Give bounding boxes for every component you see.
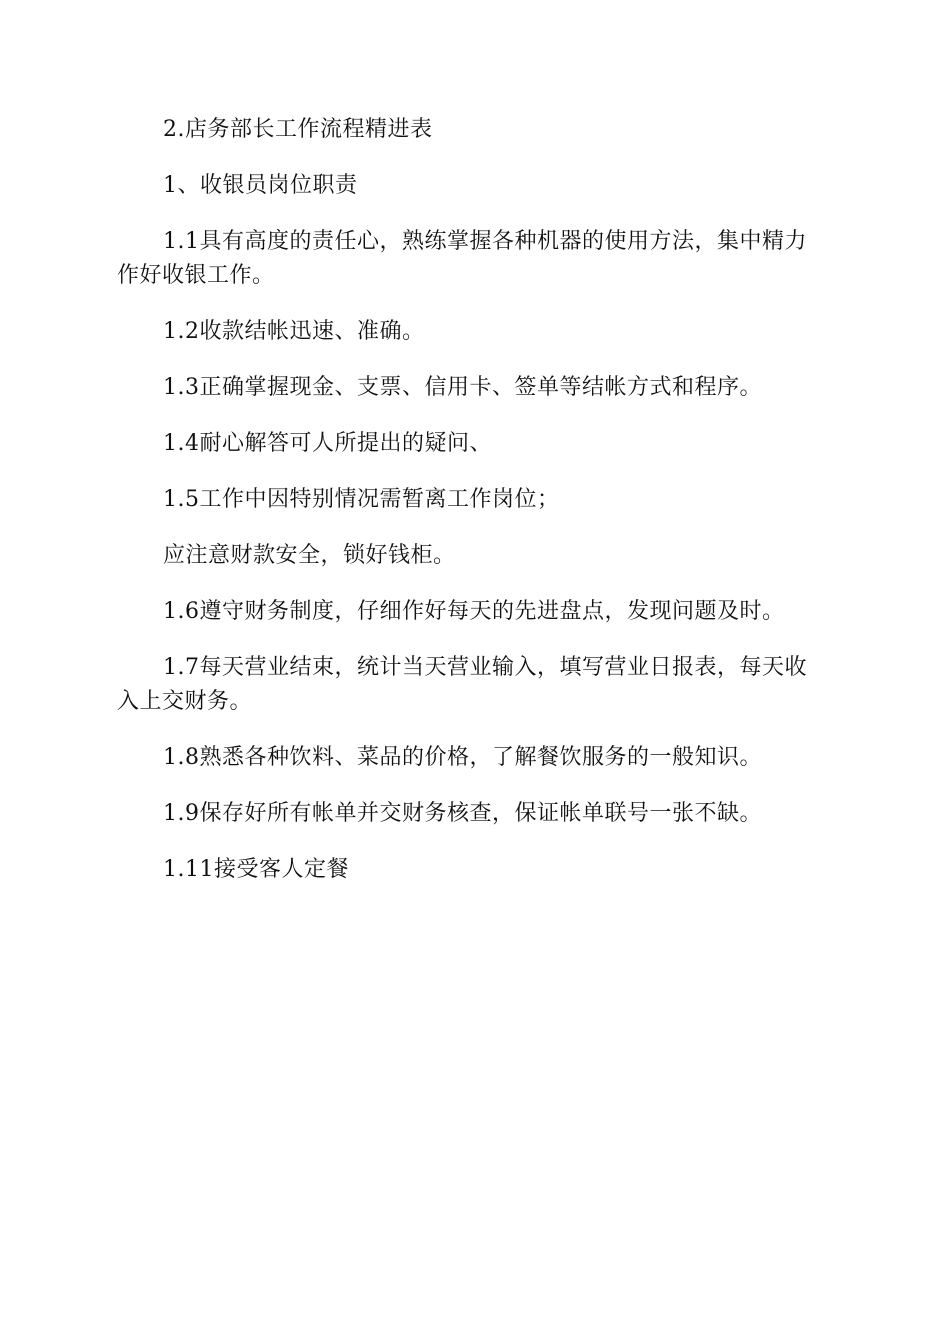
paragraph-1-11: 1.11接受客人定餐: [163, 857, 349, 882]
document-title: 2.店务部长工作流程精进表: [163, 117, 433, 142]
paragraph-1-5: 1.5工作中因特别情况需暂离工作岗位；: [163, 487, 560, 512]
paragraph-1-2: 1.2收款结帐迅速、准确。: [163, 319, 425, 344]
paragraph-1-7: 1.7每天营业结束，统计当天营业输入，填写营业日报表，每天收入上交财务。: [117, 655, 807, 714]
paragraph-1-4: 1.4耐心解答可人所提出的疑问、: [163, 431, 492, 456]
paragraph-1-1: 1.1具有高度的责任心，熟练掌握各种机器的使用方法，集中精力作好收银工作。: [117, 229, 807, 288]
document-body: [117, 113, 829, 909]
section-heading: 1、收银员岗位职责: [163, 173, 358, 198]
paragraph-1-9: 1.9保存好所有帐单并交财务核查，保证帐单联号一张不缺。: [163, 801, 762, 826]
paragraph-1-5-continued: 应注意财款安全，锁好钱柜。: [163, 543, 456, 568]
paragraph-1-6: 1.6遵守财务制度，仔细作好每天的先进盘点，发现问题及时。: [163, 599, 785, 624]
paragraph-1-8: 1.8熟悉各种饮料、菜品的价格，了解餐饮服务的一般知识。: [163, 745, 762, 770]
paragraph-1-3: 1.3正确掌握现金、支票、信用卡、签单等结帐方式和程序。: [163, 375, 762, 400]
